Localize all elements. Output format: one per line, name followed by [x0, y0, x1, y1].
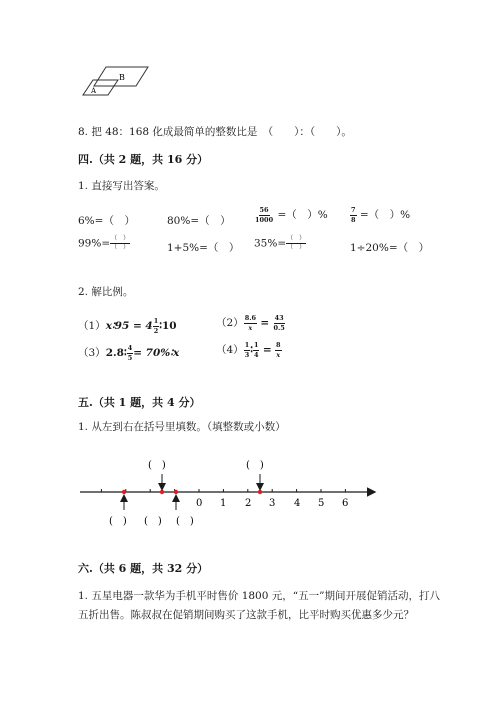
label-b: B	[119, 73, 125, 82]
calc-1-plus-5-percent: 1+5%=（ ）	[167, 242, 240, 254]
calc-56-over-1000: $\frac{56}{1000}$ =（ ）%	[255, 206, 328, 224]
proportion-3: （3）2.8∶ $\frac{4}{5}$ = 70%∶x	[78, 344, 180, 362]
calc-35-percent: 35%= $\frac{( )}{( )}$	[254, 235, 306, 251]
tick-6: 6	[342, 498, 349, 509]
blank-top-b: ( )	[148, 460, 166, 471]
number-line	[78, 452, 388, 534]
point-c	[174, 490, 178, 494]
section-4-q2: 2. 解比例。	[78, 286, 134, 298]
tick-4: 4	[294, 498, 301, 509]
tick-3: 3	[269, 498, 276, 509]
proportion-2: （2） $\frac{8.6}{x}$ = $\frac{43}{0.5}$	[216, 314, 285, 332]
proportion-4: （4） $\frac{1}{3}$ ∶ $\frac{1}{4}$ = $\frac{8}{x}$	[216, 341, 281, 359]
blank-bottom-b: ( )	[144, 516, 162, 527]
section-6-q1-line1: 1. 五星电器一款华为手机平时售价 1800 元，“五一”期间开展促销活动，打八	[78, 590, 440, 602]
tick-5: 5	[318, 498, 325, 509]
calc-80-percent: 80%=（ ）	[167, 215, 231, 227]
calc-7-over-8: $\frac{7}{8}$ =（ ）%	[351, 206, 411, 224]
point-a	[122, 490, 126, 494]
tick-2: 2	[245, 498, 252, 509]
tick-0: 0	[196, 498, 203, 509]
section-5-title: 五.（共 1 题，共 4 分）	[78, 396, 201, 409]
blank-bottom-a: ( )	[109, 516, 127, 527]
section-4-q1: 1. 直接写出答案。	[78, 180, 165, 192]
parallelogram-a	[83, 80, 118, 95]
section-6-title: 六.（共 6 题，共 32 分）	[78, 562, 209, 575]
label-a: A	[91, 87, 97, 95]
calc-6-percent: 6%=（ ）	[78, 215, 135, 227]
section-4-title: 四.（共 2 题，共 16 分）	[78, 153, 209, 166]
calc-1-div-20-percent: 1÷20%=（ ）	[350, 242, 430, 254]
parallelogram-figure	[78, 62, 158, 100]
point-b	[160, 490, 164, 494]
section-5-q1: 1. 从左到右在括号里填数。（填整数或小数）	[78, 421, 286, 433]
question-8: 8. 把 48：168 化成最简单的整数比是 （ ）：（ ）。	[78, 126, 352, 138]
calc-99-percent: 99%= $\frac{( )}{( )}$	[78, 235, 130, 251]
section-6-q1-line2: 五折出售。陈叔叔在促销期间购买了这款手机，比平时购买优惠多少元？	[78, 609, 414, 621]
blank-bottom-c: ( )	[176, 516, 194, 527]
tick-1: 1	[220, 498, 227, 509]
proportion-1: （1）x∶95 = 4 $\frac{1}{2}$ ∶10	[78, 317, 177, 335]
blank-top-d: ( )	[246, 460, 264, 471]
point-d	[258, 490, 262, 494]
